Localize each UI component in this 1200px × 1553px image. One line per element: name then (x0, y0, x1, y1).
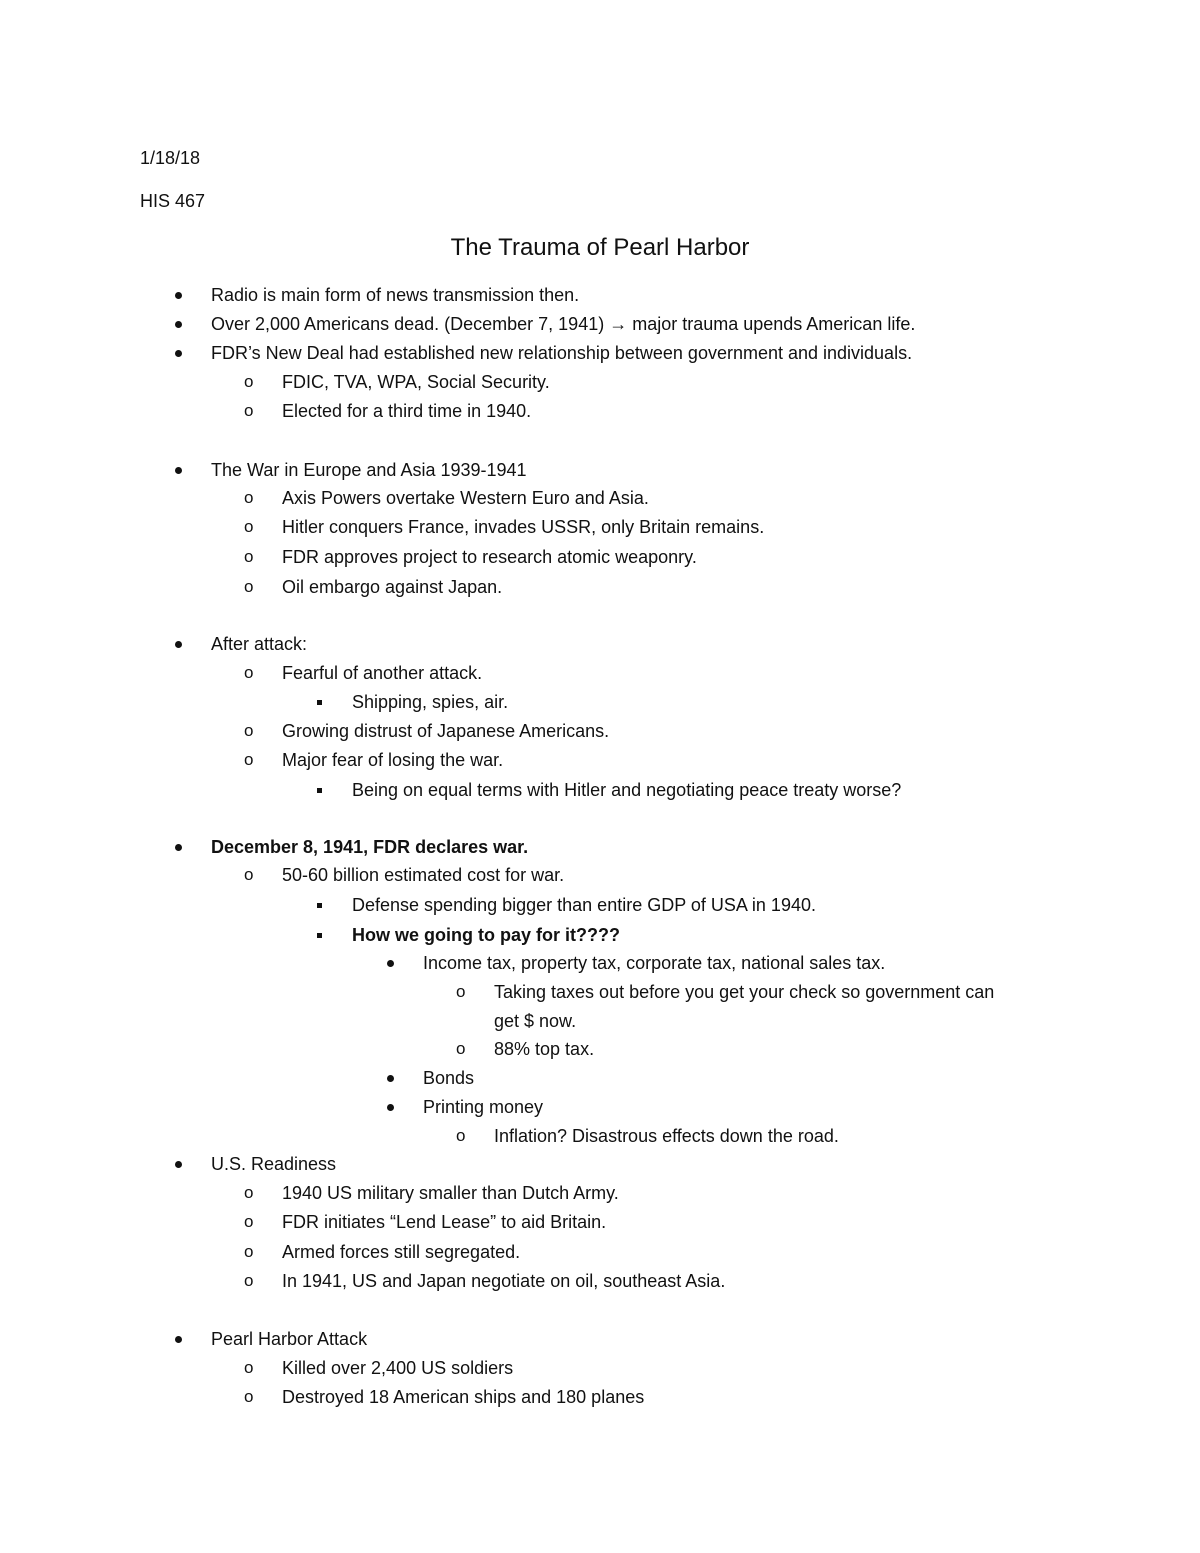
outline-item-text: Elected for a third time in 1940. (282, 401, 532, 421)
bullet-circle-icon: o (244, 517, 254, 536)
outline-item-text: Armed forces still segregated. (282, 1242, 521, 1262)
bullet-circle-icon: o (244, 372, 254, 391)
bullet-circle-icon: o (244, 865, 254, 884)
bullet-circle-icon: o (456, 1039, 466, 1058)
bullet-square-icon (317, 788, 322, 793)
bullet-dot-icon (175, 292, 182, 299)
bullet-circle-icon: o (244, 721, 254, 740)
bullet-circle-icon: o (244, 1271, 254, 1290)
outline-item-text: FDR initiates “Lend Lease” to aid Britain. (282, 1212, 607, 1232)
bullet-dot-icon (175, 321, 182, 328)
outline-item-text: 1940 US military smaller than Dutch Army. (282, 1183, 619, 1203)
bullet-dot-icon (175, 844, 182, 851)
outline-item-text: 50-60 billion estimated cost for war. (282, 865, 565, 885)
outline-item-text: Oil embargo against Japan. (282, 577, 503, 597)
bullet-dot-icon (175, 1336, 182, 1343)
bullet-square-icon (317, 933, 322, 938)
bullet-circle-icon: o (244, 1183, 254, 1202)
bullet-circle-icon: o (456, 1126, 466, 1145)
page-title: The Trauma of Pearl Harbor (450, 234, 750, 261)
outline-item-text: U.S. Readiness (211, 1154, 337, 1174)
outline-item-text: Income tax, property tax, corporate tax, national sales tax. (423, 953, 886, 973)
outline-item-text: Over 2,000 Americans dead. (December 7, 1941) → major trauma upends American life. (211, 314, 916, 334)
bullet-dot-icon (175, 641, 182, 648)
outline-item-text: FDIC, TVA, WPA, Social Security. (282, 372, 550, 392)
outline-item-text: Being on equal terms with Hitler and negotiating peace treaty worse? (352, 780, 902, 800)
bullet-circle-icon: o (244, 1358, 254, 1377)
bullet-dot-icon (175, 1161, 182, 1168)
outline-item-text: Bonds (423, 1068, 475, 1088)
bullet-dot-icon (387, 1075, 394, 1082)
outline-item-text: Fearful of another attack. (282, 663, 483, 683)
bullet-square-icon (317, 903, 322, 908)
bullet-circle-icon: o (244, 547, 254, 566)
bullet-dot-icon (387, 960, 394, 967)
bullet-dot-icon (175, 350, 182, 357)
outline-item-text: Hitler conquers France, invades USSR, only Britain remains. (282, 517, 765, 537)
bullet-circle-icon: o (244, 1242, 254, 1261)
bullet-circle-icon: o (244, 663, 254, 682)
outline-item-text: Printing money (423, 1097, 544, 1117)
bullet-circle-icon: o (244, 750, 254, 769)
bullet-circle-icon: o (244, 577, 254, 596)
course-code: HIS 467 (140, 191, 206, 211)
bullet-dot-icon (175, 467, 182, 474)
outline-item-text: Radio is main form of news transmission then. (211, 285, 580, 305)
bullet-circle-icon: o (456, 982, 466, 1001)
outline-item-text: Taking taxes out before you get your check so government can (494, 982, 995, 1002)
bullet-circle-icon: o (244, 488, 254, 507)
bullet-square-icon (317, 700, 322, 705)
outline-item-text: How we going to pay for it???? (352, 925, 620, 945)
outline-item-text: Pearl Harbor Attack (211, 1329, 368, 1349)
outline-item-text: After attack: (211, 634, 308, 654)
outline-item-text: Destroyed 18 American ships and 180 planes (282, 1387, 645, 1407)
outline-item-text: Inflation? Disastrous effects down the road. (494, 1126, 839, 1146)
outline-item-text: Major fear of losing the war. (282, 750, 504, 770)
outline-item-text: FDR’s New Deal had established new relationship between government and individuals. (211, 343, 913, 363)
note-date: 1/18/18 (140, 148, 201, 168)
outline-item-text: 88% top tax. (494, 1039, 595, 1059)
outline-item-text: Defense spending bigger than entire GDP of USA in 1940. (352, 895, 816, 915)
outline-item-text: Axis Powers overtake Western Euro and Asia. (282, 488, 649, 508)
outline-item-text: FDR approves project to research atomic weaponry. (282, 547, 697, 567)
bullet-dot-icon (387, 1104, 394, 1111)
outline-item-text: In 1941, US and Japan negotiate on oil, southeast Asia. (282, 1271, 726, 1291)
outline-item-text: Growing distrust of Japanese Americans. (282, 721, 610, 741)
bullet-circle-icon: o (244, 1212, 254, 1231)
outline-item-text: December 8, 1941, FDR declares war. (211, 837, 529, 857)
outline-item-text: The War in Europe and Asia 1939-1941 (211, 460, 527, 480)
bullet-circle-icon: o (244, 401, 254, 420)
outline-item-text: get $ now. (494, 1011, 577, 1031)
outline-item-text: Shipping, spies, air. (352, 692, 509, 712)
bullet-circle-icon: o (244, 1387, 254, 1406)
outline-item-text: Killed over 2,400 US soldiers (282, 1358, 514, 1378)
